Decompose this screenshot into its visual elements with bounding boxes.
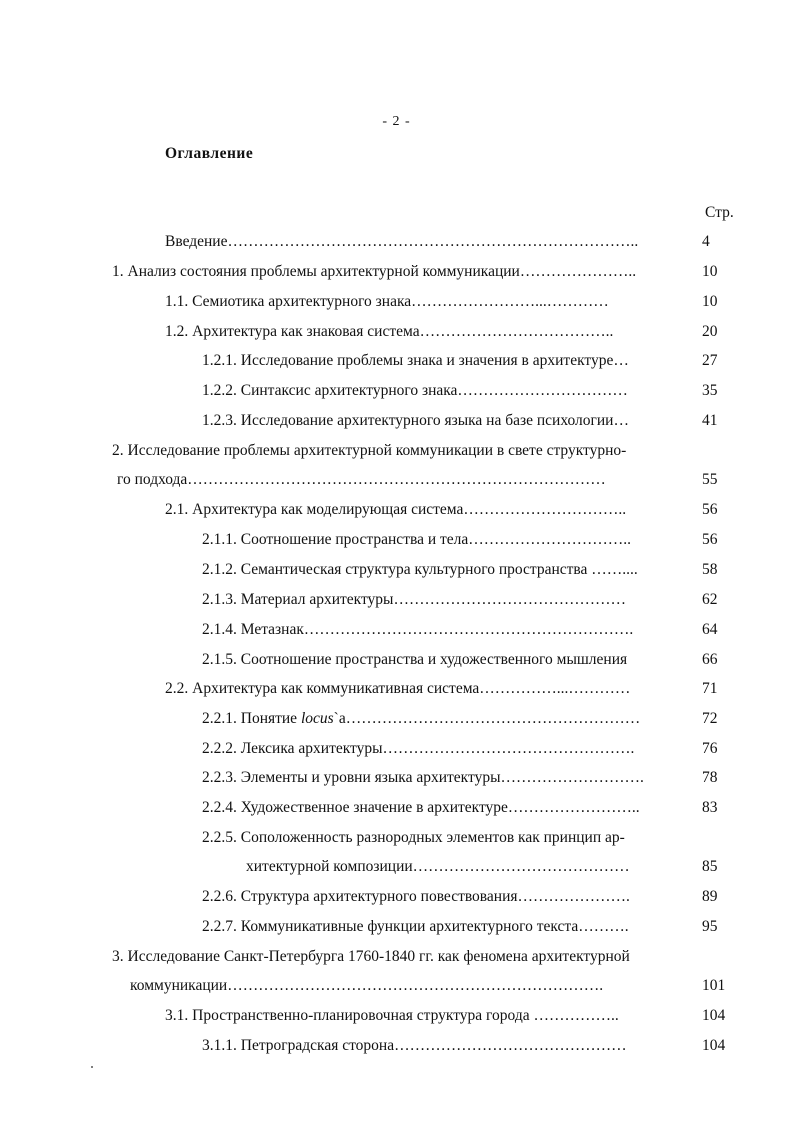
toc-entry-2-2-3: 2.2.3. Элементы и уровни языка архитектуры………………………. bbox=[202, 769, 644, 786]
toc-page: 104 bbox=[702, 1037, 726, 1054]
toc-page: 64 bbox=[702, 621, 718, 638]
toc-entry-1-1: 1.1. Семиотика архитектурного знака……………………...………… bbox=[165, 293, 609, 310]
toc-page: 10 bbox=[702, 293, 718, 310]
toc-page: 71 bbox=[702, 680, 718, 697]
toc-entry-2-1-2: 2.1.2. Семантическая структура культурного пространства …….... bbox=[202, 561, 638, 578]
toc-entry-1-2: 1.2. Архитектура как знаковая система……………………………….. bbox=[165, 323, 614, 340]
toc-entry-2-2-1 bbox=[202, 709, 640, 729]
toc-entry-2-2-2: 2.2.2. Лексика архитектуры…………………………………………. bbox=[202, 740, 635, 757]
toc-entry-chapter-1: 1. Анализ состояния проблемы архитектурной коммуникации………………….. bbox=[112, 263, 637, 280]
toc-entry-1-2-3: 1.2.3. Исследование архитектурного языка на базе психологии… bbox=[202, 412, 629, 429]
toc-page: 95 bbox=[702, 918, 718, 935]
toc-entry-3-1: 3.1. Пространственно-планировочная структура города …………….. bbox=[165, 1007, 619, 1024]
toc-entry-chapter-3: 3. Исследование Санкт-Петербурга 1760-1840 гг. как феномена архитектурной bbox=[112, 948, 630, 965]
toc-title: Оглавление bbox=[165, 145, 254, 162]
toc-page: 55 bbox=[702, 471, 718, 488]
toc-entry-2-2-4: 2.2.4. Художественное значение в архитектуре…………………….. bbox=[202, 799, 640, 816]
toc-page: 101 bbox=[702, 977, 726, 994]
toc-page: 72 bbox=[702, 710, 718, 727]
toc-entry-chapter-2: 2. Исследование проблемы архитектурной коммуникации в свете структурно- bbox=[112, 442, 627, 459]
toc-entry-italic-term: locus bbox=[300, 710, 334, 727]
toc-page: 27 bbox=[702, 352, 718, 369]
toc-entry-2-2: 2.2. Архитектура как коммуникативная система……………...………… bbox=[165, 680, 631, 697]
toc-entry-intro: Введение…………………………………………………………………….. bbox=[165, 233, 639, 250]
toc-page: 62 bbox=[702, 591, 718, 608]
toc-page: 104 bbox=[702, 1007, 726, 1024]
toc-entry-1-2-2: 1.2.2. Синтаксис архитектурного знака…………………………… bbox=[202, 382, 628, 399]
toc-page: 76 bbox=[702, 740, 718, 757]
toc-page: 10 bbox=[702, 263, 718, 280]
toc-entry-2-2-5: 2.2.5. Соположенность разнородных элементов как принцип ар- bbox=[202, 829, 625, 846]
toc-entry-3-1-1: 3.1.1. Петроградская сторона……………………………………… bbox=[202, 1037, 627, 1054]
page-number: - 2 - bbox=[382, 114, 411, 129]
toc-entry-2-2-5-cont: хитектурной композиции…………………………………… bbox=[246, 858, 630, 875]
toc-page: 66 bbox=[702, 651, 718, 668]
toc-entry-2-2-6: 2.2.6. Структура архитектурного повествования…………………. bbox=[202, 888, 630, 905]
toc-entry-text: 2.2.1. Понятие bbox=[202, 710, 301, 727]
toc-entry-2-1-3: 2.1.3. Материал архитектуры……………………………………… bbox=[202, 591, 626, 608]
toc-page: 83 bbox=[702, 799, 718, 816]
toc-page: 41 bbox=[702, 412, 718, 429]
page-column-label: Стр. bbox=[705, 204, 734, 221]
scan-speck bbox=[91, 1066, 93, 1068]
toc-page: 56 bbox=[702, 531, 718, 548]
toc-entry-chapter-3-cont: коммуникации………………………………………………………………. bbox=[130, 977, 604, 994]
toc-entry-2-1-4: 2.1.4. Метазнак………………………………………………………. bbox=[202, 621, 634, 638]
toc-page: 35 bbox=[702, 382, 718, 399]
toc-entry-text: `а………………………………………………… bbox=[333, 710, 641, 727]
toc-page: 20 bbox=[702, 323, 718, 340]
toc-page: 85 bbox=[702, 858, 718, 875]
toc-page: 58 bbox=[702, 561, 718, 578]
toc-page: 78 bbox=[702, 769, 718, 786]
toc-entry-2-1-5: 2.1.5. Соотношение пространства и художественного мышления bbox=[202, 651, 628, 668]
toc-entry-2-2-7: 2.2.7. Коммуникативные функции архитектурного текста………. bbox=[202, 918, 629, 935]
toc-page: 4 bbox=[702, 233, 710, 250]
toc-entry-2-1-1: 2.1.1. Соотношение пространства и тела………………………….. bbox=[202, 531, 632, 548]
toc-page: 56 bbox=[702, 501, 718, 518]
toc-page: 89 bbox=[702, 888, 718, 905]
toc-entry-2-1: 2.1. Архитектура как моделирующая система………………………….. bbox=[165, 501, 627, 518]
toc-entry-chapter-2-cont: го подхода……………………………………………………………………… bbox=[117, 471, 606, 488]
toc-entry-1-2-1: 1.2.1. Исследование проблемы знака и значения в архитектуре… bbox=[202, 352, 629, 369]
